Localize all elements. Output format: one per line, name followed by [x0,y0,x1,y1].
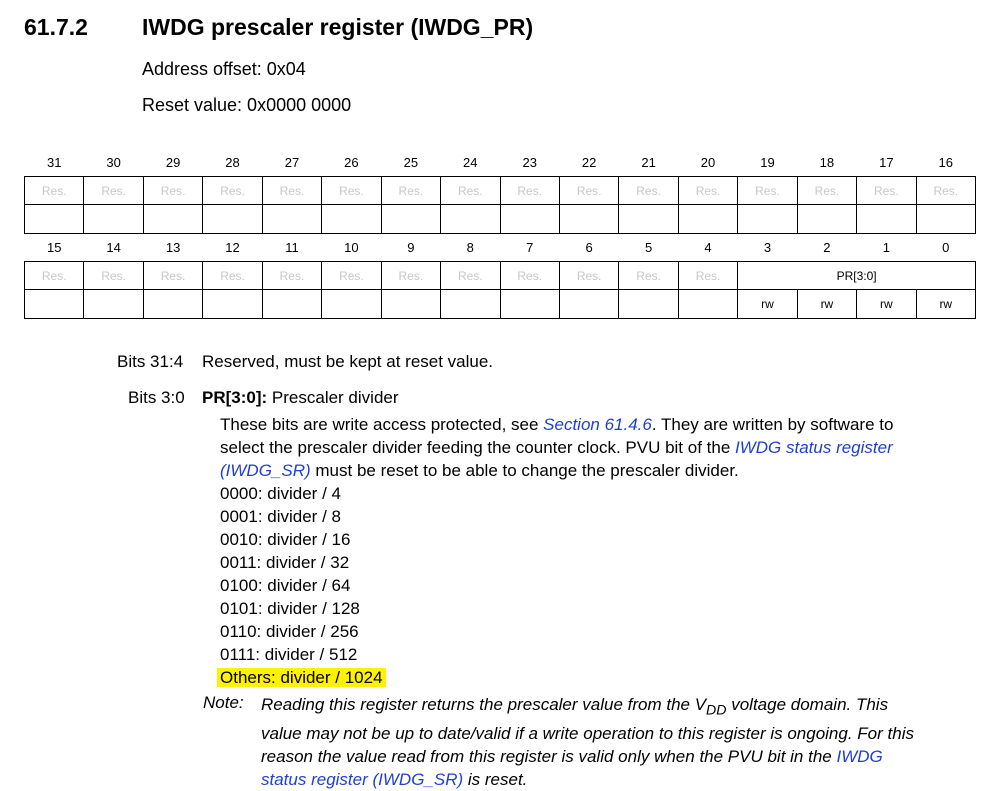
reserved-field: Res. [262,262,321,290]
bit-number: 1 [882,239,890,255]
reserved-field: Res. [500,177,559,205]
bit-number: 19 [760,154,775,170]
access-cell-empty [203,205,262,234]
iwdg-sr-link-cont[interactable]: (IWDG_SR) [220,461,311,480]
access-rw: rw [797,290,856,319]
access-rw: rw [916,290,975,319]
bit-number: 14 [106,239,121,255]
reserved-field: Res. [322,262,381,290]
access-cell-empty [500,205,559,234]
bit-number: 21 [641,154,656,170]
reserved-field: Res. [916,177,975,205]
desc-text: select the prescaler divider feeding the counter clock. PVU bit of the [220,438,735,457]
bits-3-0-label: Bits 3:0 [128,388,185,407]
reserved-field: Res. [84,177,143,205]
divider-value-list [220,482,893,666]
note-text [261,693,914,791]
bit-number: 25 [403,154,419,170]
reserved-field: Res. [619,177,678,205]
reserved-field: Res. [262,177,321,205]
bit-number: 11 [285,239,299,255]
reserved-field: Res. [441,262,500,290]
reserved-field: Res. [797,177,856,205]
bit-number: 16 [938,154,954,170]
divider-value: 0011: divider / 32 [220,553,350,572]
bits-31-4-text: Reserved, must be kept at reset value. [202,352,494,371]
note-line: value may not be up to date/valid if a write operation to this register is ongoing. For this [261,724,914,744]
bit-number: 7 [526,239,534,255]
section-link[interactable]: Section 61.4.6 [543,415,652,434]
bits-31-4-label: Bits 31:4 [117,352,184,371]
bit-number: 3 [763,239,772,255]
bit-number: 24 [463,154,478,170]
reserved-field: Res. [203,177,262,205]
bit-number: 13 [165,239,181,255]
access-rw: rw [857,290,916,319]
access-rw: rw [738,290,797,319]
note-iwdg-link[interactable]: IWDG [836,747,883,767]
bit-number: 4 [704,239,712,255]
access-cell-empty [203,290,262,319]
access-cell-empty [738,205,797,234]
bit-number: 2 [823,239,831,255]
note-line: is reset. [463,770,528,790]
bit-number: 23 [522,154,537,170]
bit-number: 17 [879,154,894,170]
bit-number: 18 [819,154,835,170]
access-cell-empty [322,290,381,319]
access-cell-empty [381,290,440,319]
reserved-field: Res. [857,177,916,205]
access-cell-empty [857,205,916,234]
divider-value: 0100: divider / 64 [220,576,351,595]
note-line: reason the value read from this register is valid only when the PVU bit in the [261,747,837,767]
note-line: Reading this register returns the prescaler value from the V [261,695,707,714]
bit-number: 27 [284,154,300,170]
iwdg-sr-link[interactable]: IWDG status register [735,438,893,457]
reserved-field: Res. [559,177,618,205]
pr-field-name: PR[3:0]: [202,388,268,407]
reserved-field: Res. [559,262,618,290]
pr-field: PR[3:0] [738,262,976,290]
divider-value: 0010: divider / 16 [220,530,351,549]
access-cell-empty [322,205,381,234]
divider-value: 0001: divider / 8 [220,507,341,526]
reserved-field: Res. [619,262,678,290]
reserved-field: Res. [143,262,202,290]
reserved-field: Res. [203,262,262,290]
reserved-field: Res. [738,177,797,205]
note-label: Note: [203,693,244,712]
access-cell-empty [84,290,143,319]
access-cell-empty [25,205,84,234]
section-number: 61.7.2 [24,14,88,40]
divider-value: 0110: divider / 256 [220,622,359,641]
access-cell-empty [84,205,143,234]
reserved-field: Res. [84,262,143,290]
pr-field-desc: Prescaler divider [271,388,399,407]
bit-number: 0 [942,239,950,255]
bit-number: 20 [700,154,716,170]
reserved-field: Res. [25,177,84,205]
access-cell-empty [678,290,737,319]
access-cell-empty [381,205,440,234]
desc-text: must be reset to be able to change the prescaler divider. [310,461,739,480]
register-map-upper [24,148,976,234]
desc-text: . They are written by software to [651,415,894,434]
note-line: voltage domain. This [726,695,889,714]
access-cell-empty [559,205,618,234]
access-cell-empty [916,205,975,234]
bit-number: 26 [344,154,359,170]
access-cell-empty [619,205,678,234]
reserved-field: Res. [322,177,381,205]
access-cell-empty [143,205,202,234]
bit-number: 8 [466,239,474,255]
bit-number: 22 [581,154,597,170]
pr-description [220,413,893,689]
access-cell-empty [262,290,321,319]
reset-value: Reset value: 0x0000 0000 [142,95,352,115]
bit-number: 29 [165,154,181,170]
access-cell-empty [262,205,321,234]
reserved-field: Res. [381,177,440,205]
access-cell-empty [678,205,737,234]
divider-value: 0111: divider / 512 [220,645,358,664]
reserved-field: Res. [143,177,202,205]
bit-number: 30 [106,154,121,170]
access-cell-empty [143,290,202,319]
divider-value: 0000: divider / 4 [220,484,341,503]
bit-number: 9 [407,239,415,255]
access-cell-empty [25,290,84,319]
bit-number: 12 [225,239,240,255]
bit-number: 15 [46,239,62,255]
bit-number: 10 [344,239,359,255]
reserved-field: Res. [500,262,559,290]
section-title: IWDG prescaler register (IWDG_PR) [142,14,534,40]
register-map-lower [24,233,976,319]
desc-text: These bits are write access protected, see [220,415,544,434]
pr-field-heading [202,388,399,408]
bit-number: 6 [585,239,593,255]
note-subscript: DD [706,702,727,719]
bit-number: 28 [225,154,240,170]
reserved-field: Res. [678,177,737,205]
note-iwdg-link-cont[interactable]: status register (IWDG_SR) [261,770,464,790]
bit-number: 5 [644,239,653,255]
reserved-field: Res. [25,262,84,290]
address-offset: Address offset: 0x04 [142,59,306,79]
divider-value: 0101: divider / 128 [220,599,360,618]
reserved-field: Res. [441,177,500,205]
access-cell-empty [441,205,500,234]
bit-number: 31 [46,154,62,170]
others-divider-highlighted: Others: divider / 1024 [217,668,386,687]
access-cell-empty [559,290,618,319]
reserved-field: Res. [678,262,737,290]
access-cell-empty [441,290,500,319]
access-cell-empty [797,205,856,234]
access-cell-empty [619,290,678,319]
reserved-field: Res. [381,262,440,290]
access-cell-empty [500,290,559,319]
